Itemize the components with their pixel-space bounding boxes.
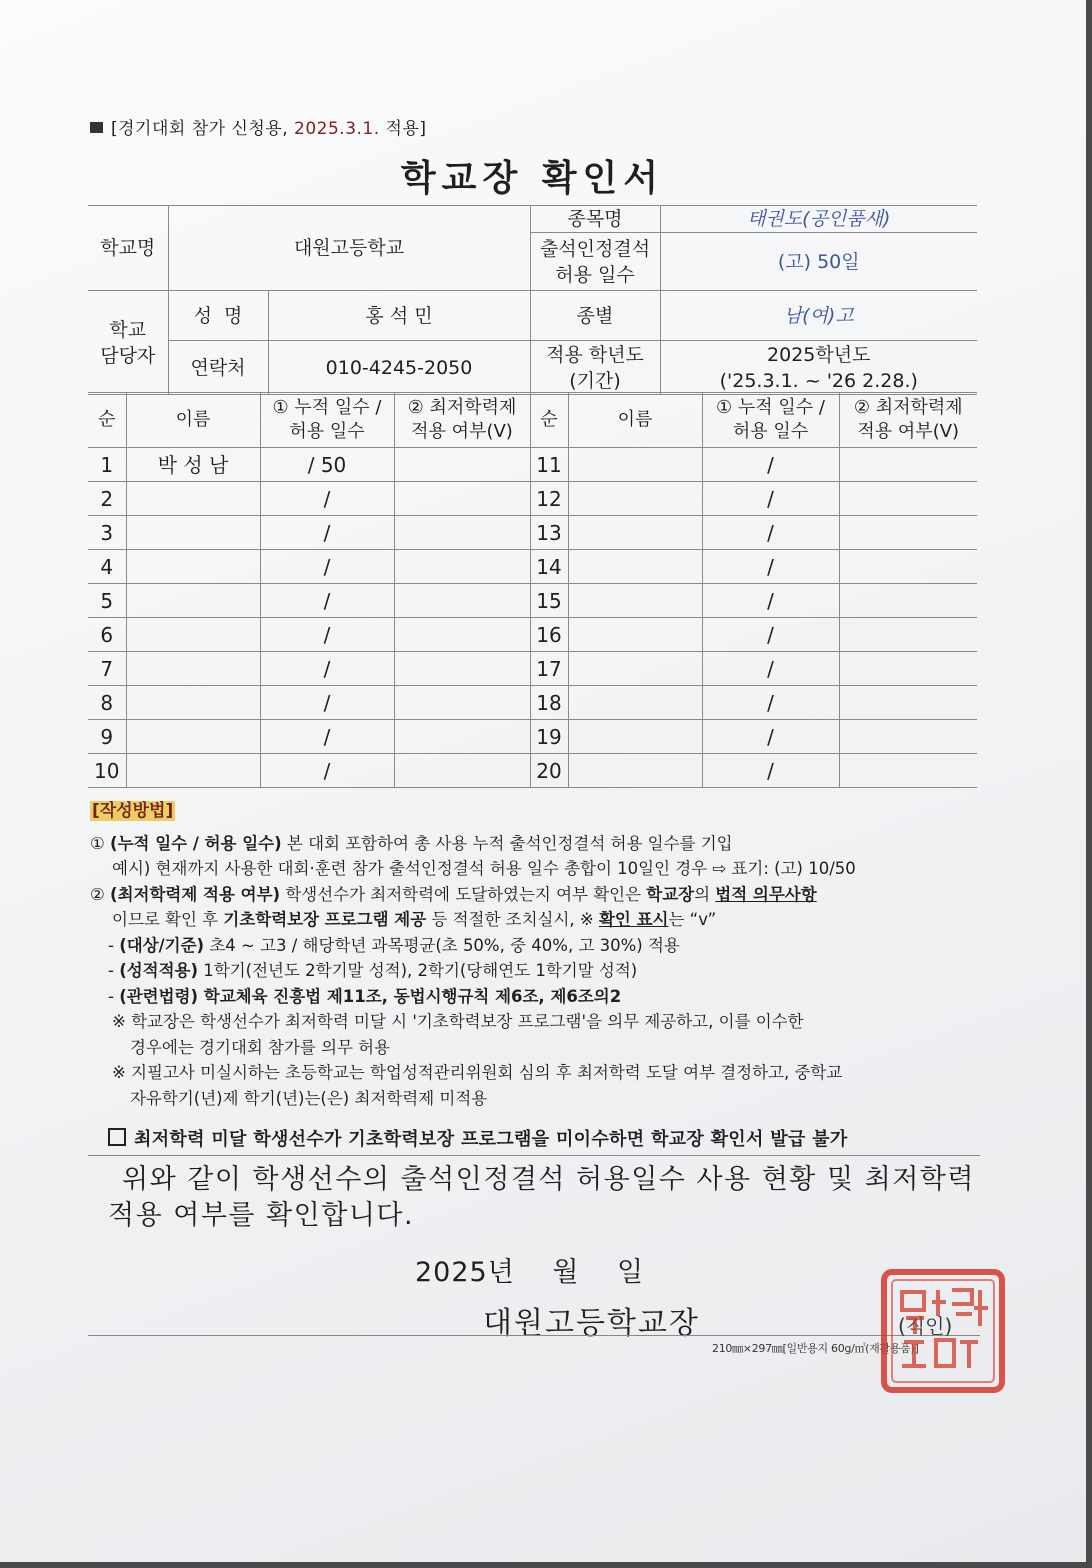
row-days-right: /	[702, 652, 839, 686]
row-no-left: 10	[88, 754, 126, 788]
notice	[108, 1125, 848, 1151]
row-days-right: /	[702, 618, 839, 652]
col-min-left: ② 최저학력제 적용 여부(V)	[394, 393, 530, 448]
paper-spec: 210㎜×297㎜[일반용지 60g/㎡(재활용품)]	[712, 1342, 919, 1355]
row-days-left: /	[260, 482, 394, 516]
row-no-left: 2	[88, 482, 126, 516]
row-days-left: /	[260, 720, 394, 754]
row-days-left: /	[260, 686, 394, 720]
row-name-left	[126, 482, 260, 516]
row-min-right	[839, 448, 977, 482]
row-days-left: /	[260, 652, 394, 686]
row-name-left	[126, 550, 260, 584]
row-min-left	[394, 754, 530, 788]
row-no-right: 11	[530, 448, 568, 482]
row-days-right: /	[702, 686, 839, 720]
school-value: 대원고등학교	[168, 206, 530, 291]
row-days-right: /	[702, 584, 839, 618]
event-label: 종목명	[530, 206, 660, 233]
row-days-right: /	[702, 482, 839, 516]
instructions-heading: [작성방법]	[92, 801, 174, 821]
row-name-right	[568, 754, 702, 788]
row-name-right	[568, 652, 702, 686]
row-min-left	[394, 448, 530, 482]
row-no-right: 19	[530, 720, 568, 754]
name-value: 홍 석 민	[268, 291, 530, 341]
row-no-left: 8	[88, 686, 126, 720]
row-min-right	[839, 584, 977, 618]
table-row	[88, 652, 977, 686]
row-min-left	[394, 550, 530, 584]
event-value: 태권도(공인품새)	[660, 206, 977, 233]
row-no-left: 5	[88, 584, 126, 618]
row-min-right	[839, 550, 977, 584]
row-name-right	[568, 584, 702, 618]
row-min-right	[839, 754, 977, 788]
contact-label: 연락처	[168, 341, 268, 395]
header-note: [경기대회 참가 신청용, 2025.3.1. 적용]	[90, 114, 427, 139]
row-min-right	[839, 482, 977, 516]
name-label: 성 명	[168, 291, 268, 341]
square-bullet-icon	[90, 122, 103, 133]
row-min-right	[839, 516, 977, 550]
absence-label: 출석인정결석 허용 일수	[530, 233, 660, 291]
row-name-left	[126, 720, 260, 754]
confirmation-text: 위와 같이 학생선수의 출석인정결석 허용일수 사용 현황 및 최저학력 적용 여부를 확인합니다.	[108, 1164, 975, 1231]
row-days-left: /	[260, 550, 394, 584]
row-min-right	[839, 618, 977, 652]
row-name-left: 박 성 남	[126, 448, 260, 482]
note-1-line-1: ※ 학교장은 학생선수가 최저학력 미달 시 '기초학력보장 프로그램'을 의무 제공하고, 이를 이수한	[112, 1012, 804, 1031]
col-name-right: 이름	[568, 393, 702, 448]
header-note-date: 2025.3.1.	[294, 119, 380, 139]
year-label: 적용 학년도 (기간)	[530, 341, 660, 395]
row-name-left	[126, 618, 260, 652]
row-no-left: 7	[88, 652, 126, 686]
row-name-right	[568, 550, 702, 584]
row-days-right: /	[702, 754, 839, 788]
divider	[88, 1335, 980, 1336]
row-name-left	[126, 584, 260, 618]
note-2-line-1: ※ 지필고사 미실시하는 초등학교는 학업성적관리위원회 심의 후 최저학력 도달 여부 결정하고, 중학교	[112, 1063, 843, 1082]
row-no-right: 17	[530, 652, 568, 686]
table-row	[88, 550, 977, 584]
row-name-left	[126, 686, 260, 720]
row-days-left: /	[260, 516, 394, 550]
row-no-right: 14	[530, 550, 568, 584]
table-row	[88, 448, 977, 482]
col-name-left: 이름	[126, 393, 260, 448]
row-no-right: 15	[530, 584, 568, 618]
col-no-right: 순	[530, 393, 568, 448]
row-days-right: /	[702, 516, 839, 550]
row-min-left	[394, 618, 530, 652]
row-name-right	[568, 618, 702, 652]
row-no-right: 12	[530, 482, 568, 516]
table-row	[88, 584, 977, 618]
col-no-left: 순	[88, 393, 126, 448]
row-no-right: 18	[530, 686, 568, 720]
row-no-left: 9	[88, 720, 126, 754]
row-name-left	[126, 652, 260, 686]
row-min-left	[394, 720, 530, 754]
document-title: 학교장 확인서	[400, 158, 665, 199]
row-days-left: / 50	[260, 448, 394, 482]
row-no-right: 16	[530, 618, 568, 652]
row-name-left	[126, 754, 260, 788]
table-row	[88, 686, 977, 720]
roster-table	[88, 392, 977, 788]
instructions: [작성방법] ① (누적 일수 / 허용 일수) 본 대회 포함하여 총 사용 누적 출석인정결석 허용 일수를 기입 예시) 현재까지 사용한 대회·훈련 참가 출석인정결석 허용 일수 총합이 10일인 경우 ⇨ 표기: (고) 10/50 ② (최저학력제 적용 여부) 학생선수가 최저학력에 도달하였는지 여부 확인은 학교장의 법적 의무사항 이므로 확인 후 기초학력보장 프로그램 제공 등 적절한 조치실시, ※ 확인 표시는 “v” - (대상/기준) 초4 ~ 고3 / 해당학년 과목평균(초 50%, 중 40%, 고 30%) 적용 - (성적적용) 1학기(전년도 2학기말 성적), 2학기(당해연도 1학기말 성적) - (관련법령) 학교체육 진흥법 제11조, 동법시행규칙 제6조, 제6조의2 ※ 학교장은 학생선수가 최저학력 미달 시 '기초학력보장 프로그램'을 의무 제공하고, 이를 이수한 경우에는 경기대회 참가를 의무 허용 ※ 지필고사 미실시하는 초등학교는 학업성적관리위원회 심의 후 최저학력 도달 여부 결정하고, 중학교 자유학기(년)제 학기(년)는(은) 최저학력제 미적용	[90, 798, 980, 1111]
row-min-right	[839, 720, 977, 754]
note-1-line-2: 경우에는 경기대회 참가를 의무 허용	[130, 1037, 391, 1057]
row-days-right: /	[702, 720, 839, 754]
row-min-left	[394, 652, 530, 686]
table-row	[88, 720, 977, 754]
row-name-right	[568, 448, 702, 482]
row-days-right: /	[702, 448, 839, 482]
gender-value: 남(여)고	[660, 291, 977, 341]
instructions-example: 예시) 현재까지 사용한 대회·훈련 참가 출석인정결석 허용 일수 총합이 10일인 경우 ⇨ 표기: (고) 10/50	[112, 859, 856, 878]
principal-name: 대원고등학교장	[483, 1306, 700, 1341]
row-name-left	[126, 516, 260, 550]
row-days-left: /	[260, 618, 394, 652]
row-days-left: /	[260, 754, 394, 788]
row-no-left: 4	[88, 550, 126, 584]
row-name-right	[568, 482, 702, 516]
row-no-right: 20	[530, 754, 568, 788]
roster-header-row	[88, 393, 977, 448]
row-days-left: /	[260, 584, 394, 618]
row-no-left: 3	[88, 516, 126, 550]
table-row	[88, 754, 977, 788]
row-min-left	[394, 516, 530, 550]
school-label: 학교명	[88, 206, 168, 291]
col-days-right: ① 누적 일수 / 허용 일수	[702, 393, 839, 448]
manager-label: 학교 담당자	[88, 291, 168, 395]
row-min-left	[394, 584, 530, 618]
contact-value: 010-4245-2050	[268, 341, 530, 395]
year-value: 2025학년도 ('25.3.1. ~ '26 2.28.)	[660, 341, 977, 395]
gender-label: 종별	[530, 291, 660, 341]
row-days-right: /	[702, 550, 839, 584]
table-row	[88, 516, 977, 550]
divider	[88, 1155, 980, 1156]
row-no-right: 13	[530, 516, 568, 550]
col-min-right: ② 최저학력제 적용 여부(V)	[839, 393, 977, 448]
note-2-line-2: 자유학기(년)제 학기(년)는(은) 최저학력제 미적용	[130, 1088, 488, 1108]
row-name-right	[568, 516, 702, 550]
notice-text: 최저학력 미달 학생선수가 기초학력보장 프로그램을 미이수하면 학교장 확인서 발급 불가	[134, 1129, 848, 1150]
date-line: 2025년 월 일	[415, 1257, 645, 1288]
col-days-left: ① 누적 일수 / 허용 일수	[260, 393, 394, 448]
row-no-left: 6	[88, 618, 126, 652]
row-min-left	[394, 482, 530, 516]
checkbox-bullet-icon	[108, 1128, 126, 1146]
row-min-right	[839, 686, 977, 720]
table-row	[88, 482, 977, 516]
row-min-left	[394, 686, 530, 720]
row-name-right	[568, 686, 702, 720]
official-seal	[880, 1268, 1006, 1394]
row-min-right	[839, 652, 977, 686]
seal-placeholder-text: (직인)	[898, 1314, 953, 1338]
row-name-right	[568, 720, 702, 754]
row-no-left: 1	[88, 448, 126, 482]
roster-body	[88, 393, 977, 788]
info-table	[88, 205, 977, 395]
table-row	[88, 618, 977, 652]
absence-value: (고) 50일	[660, 233, 977, 291]
